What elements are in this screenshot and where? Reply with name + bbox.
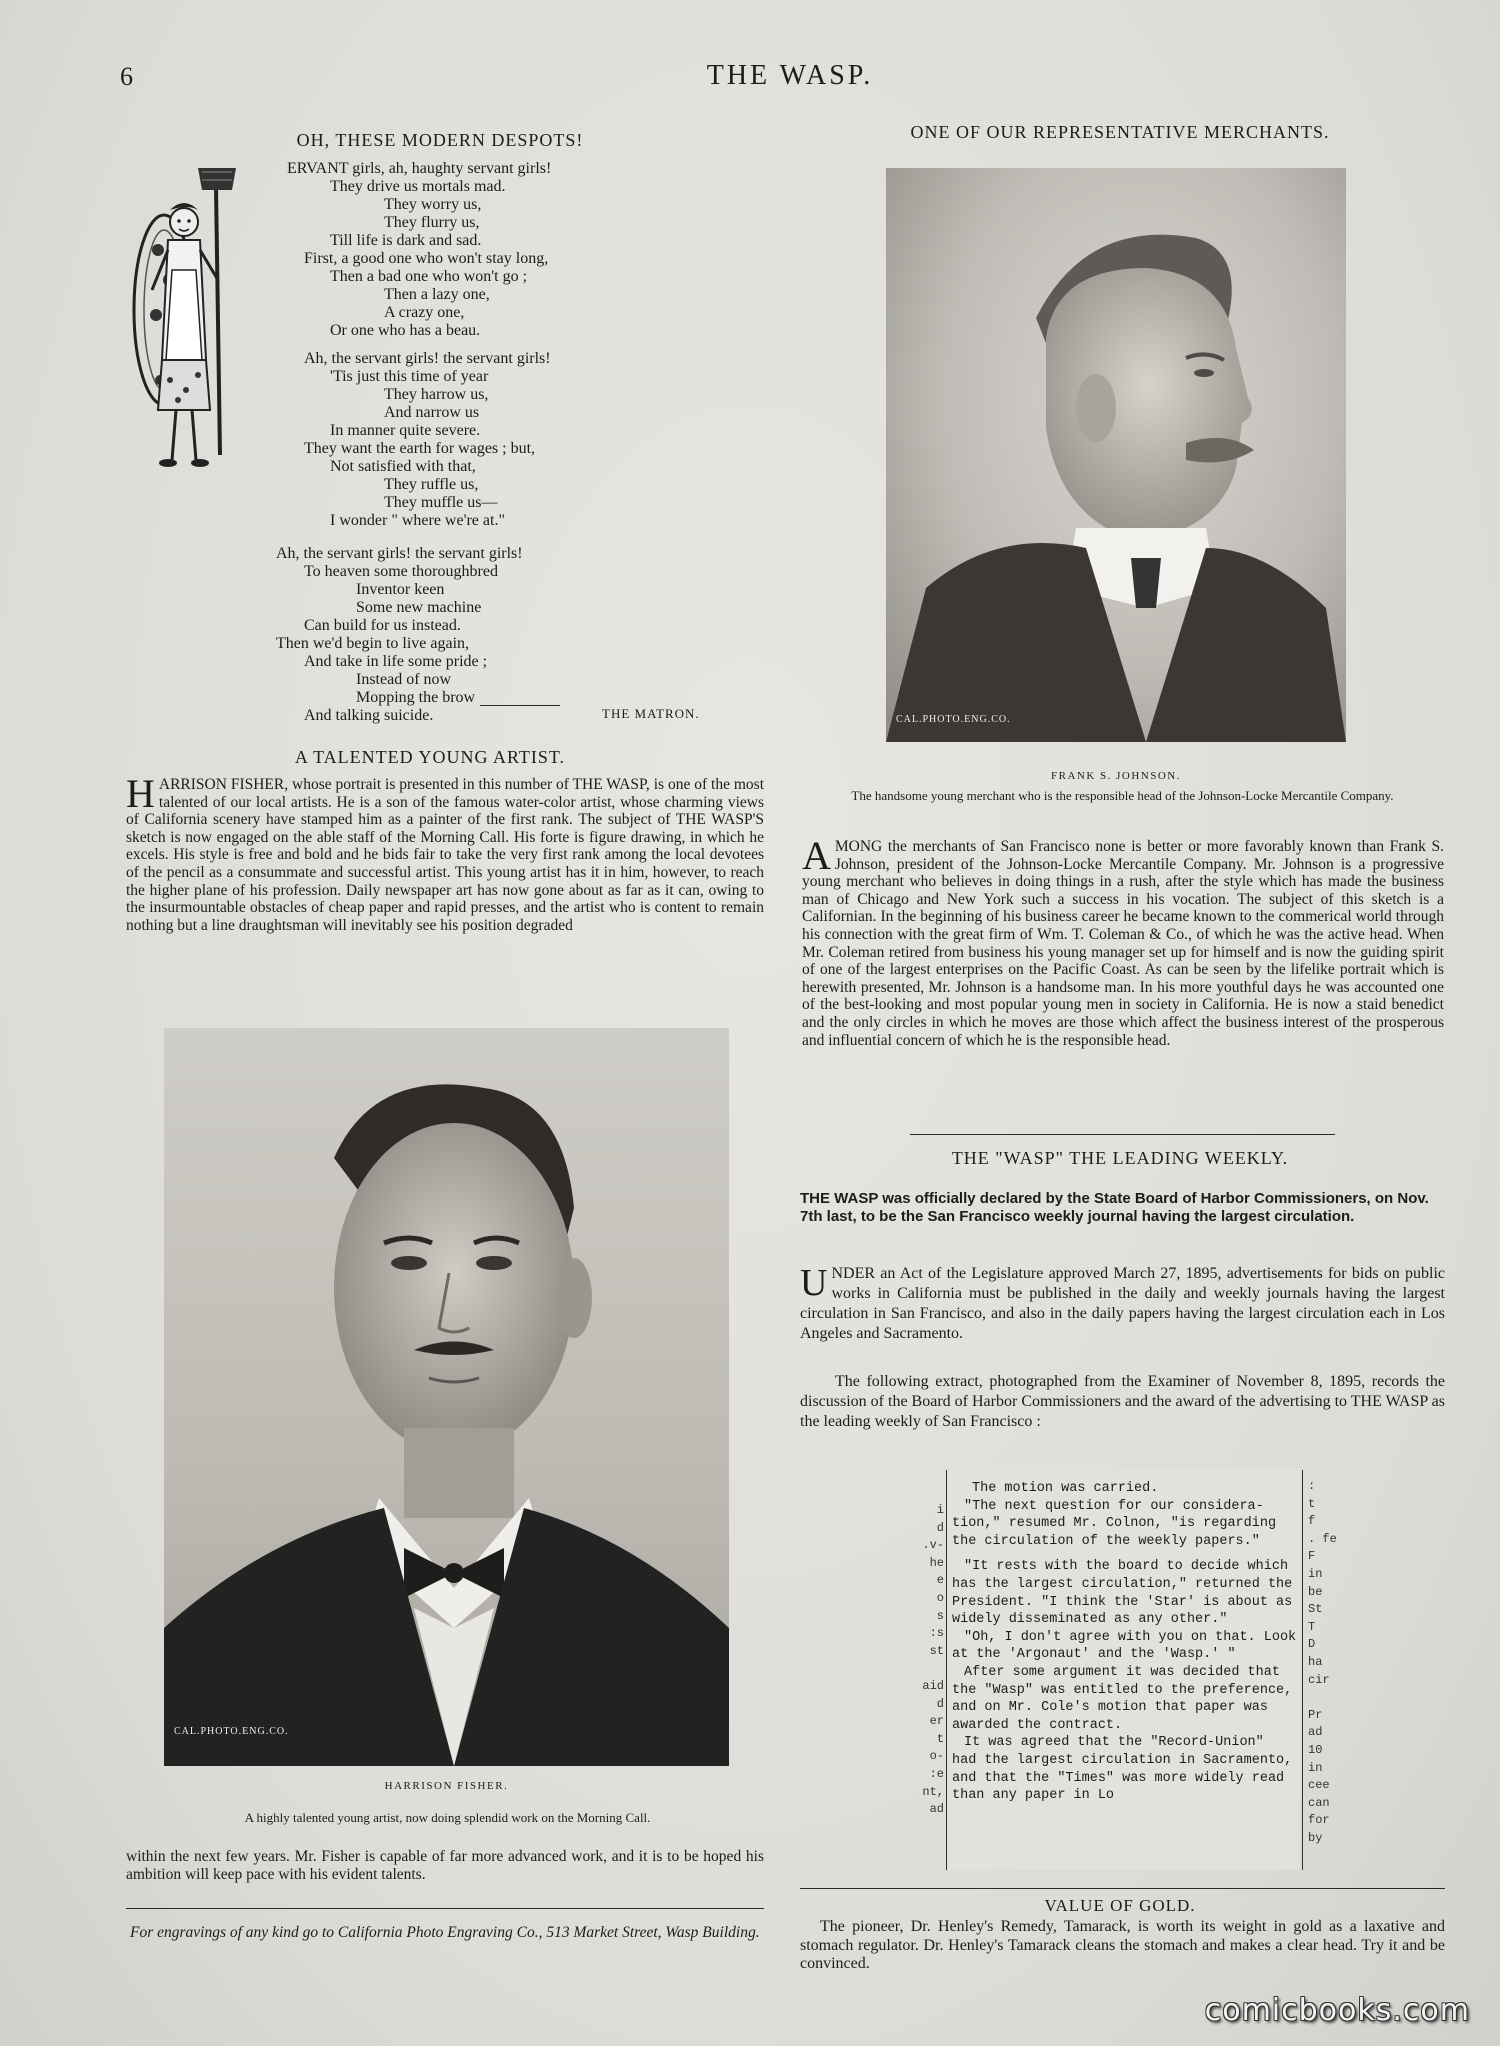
weekly-article-text: NDER an Act of the Legislature approved March 27, 1895, advertisements for bids on public works in California must be published in the daily and weekly journals having the largest circulation in San Francisco, and also in the daily papers having the largest circulation each in Los Angeles and Sacramento. [800,1265,1445,1342]
clipping-left-margin [912,1502,944,1819]
harrison-fisher-portrait [164,1028,729,1766]
clipping-line: than any paper in Lo [952,1788,1115,1804]
portrait-caption-name: FRANK S. JOHNSON. [1050,770,1182,782]
merchant-article-body [802,838,1444,1128]
margin-fragment: Pr [1308,1707,1323,1722]
artist-article-title: A TALENTED YOUNG ARTIST. [294,747,566,767]
merchant-article-text: MONG the merchants of San Francisco none is better or more favorably known than Frank S. Johnson, president of the Johnson-Locke Mercantile Company. Mr. Johnson is a progressive young merchant who believes in doing things in a rush, after the style which has made the business man of Chicago and New York such a success in his vocation. The subject of this sketch is a Californian. In the beginning of his business career he became known to the commerical world through his connection with the great firm of Wm. T. Coleman & Co., of which he was the active head. When Mr. Coleman retired from business his young manager set up for himself and is now the guiding spirit of one of the largest enterprises on the Pacific Coast. As can be seen by the lifelike portrait which is herewith presented, Mr. Johnson is a handsome man. In his more youthful days he was accounted one of the best-looking and most popular young men in society in California. He is now a staid benedict and the only circles in which he moves are those which affect the business interest of the prosperous and influential concern of which he is the responsible head. [802,838,1444,1049]
divider [800,1888,1445,1889]
margin-fragment: be [1308,1584,1323,1599]
margin-fragment: st [929,1643,944,1658]
portrait-figure [164,1028,729,1766]
margin-fragment: s [936,1608,944,1623]
margin-fragment: can [1308,1795,1330,1810]
dropcap: H [126,776,155,816]
photo-credit: CAL.PHOTO.ENG.CO. [896,714,1011,725]
margin-fragment [912,1660,944,1678]
poem-line: A crazy one, [384,304,465,321]
weekly-article-lead: THE WASP was officially declared by the State Board of Harbor Commissioners, on Nov. 7th last, to be the San Francisco weekly journal having the largest circulation. [800,1190,1429,1225]
divider [480,705,560,706]
page-number: 6 [120,62,133,91]
weekly-article-body [800,1264,1445,1344]
margin-fragment: in [1308,1760,1323,1775]
poem-line: And talking suicide. [304,707,434,724]
clipping-line: "It rests with the board to decide which [964,1559,1289,1575]
masthead-title: THE WASP. [706,60,874,91]
poem-line: They drive us mortals mad. [330,178,506,195]
margin-fragment: T [1308,1619,1316,1634]
frank-johnson-portrait [886,168,1346,742]
margin-fragment: D [1308,1637,1316,1652]
poem-line: 'Tis just this time of year [330,368,489,385]
divider [910,1134,1335,1135]
margin-fragment: nt, [922,1784,944,1799]
clipping-line: "Oh, I don't agree with you on that. Look [964,1629,1297,1645]
poem-line: Inventor keen [356,581,445,598]
poem-line: I wonder " where we're at." [330,512,505,529]
dropcap: A [802,838,831,878]
poem-line: Mopping the brow [356,689,476,706]
clipping-line: the circulation of the weekly papers." [952,1533,1260,1549]
clipping-line: It was agreed that the "Record-Union" [964,1735,1264,1751]
poem-line: Then a lazy one, [384,286,490,303]
artist-article-text: ARRISON FISHER, whose portrait is presented in this number of THE WASP, is one of the most talented of our local artists. He is a son of the famous water-color artist, whose charming views of California scenery have stamped him as a painter of the first rank. The subject of THE WASP'S sketch is now engaged on the able staff of the Morning Call. His forte is figure drawing, in which he excels. His style is free and bold and he bids fair to take the very first rank among the local devotees of the pencil as a consummate and successful artist. This young artist has it in him, however, to reach the higher plane of his profession. Daily newspaper art has now gone about as far as it can, owing to the insurmountable obstacles of cheap paper and rapid presses, and the artist who is content to remain nothing but a line draughtsman will inevitably see his position degraded [126,776,764,934]
poem-line: Some new machine [356,599,482,616]
watermark: comicbooks.com [1204,1993,1470,2028]
examiner-clipping [948,1468,1300,1870]
margin-fragment: ad [929,1802,944,1817]
poem-title: OH, THESE MODERN DESPOTS! [296,130,584,150]
merchant-article-title: ONE OF OUR REPRESENTATIVE MERCHANTS. [910,122,1330,142]
margin-fragment: o- [929,1749,944,1764]
poem-line: Then we'd begin to live again, [276,635,470,652]
gold-article-body: The pioneer, Dr. Henley's Remedy, Tamarack, is worth its weight in gold as a laxative and stomach regulator. Dr. Henley's Tamarack cleans the stomach and makes a clear head. Try it and be convinced. [800,1918,1445,1972]
clipping-line: at the 'Argonaut' and the 'Wasp.' " [952,1647,1236,1663]
margin-fragment: o [936,1590,944,1605]
poem-line: Instead of now [356,671,452,688]
clipping-line: The motion was carried. [972,1481,1159,1496]
margin-fragment: t [1308,1496,1316,1511]
margin-fragment: er [929,1714,944,1729]
poem-line: In manner quite severe. [330,422,481,439]
clipping-line: and on Mr. Cole's motion that paper was [952,1700,1268,1716]
clipping-line: awarded the contract. [952,1717,1123,1733]
clipping-line: "The next question for our considera- [964,1498,1264,1514]
poem-line: They flurry us, [384,214,480,231]
margin-fragment: i [936,1503,944,1517]
clipping-line: After some argument it was decided that [964,1664,1280,1680]
poem-line: They muffle us— [384,494,498,511]
poem-line: Ah, the servant girls! the servant girls! [276,545,523,562]
margin-fragment: cee [1308,1778,1330,1793]
photo-credit: CAL.PHOTO.ENG.CO. [174,1726,289,1737]
margin-fragment: : [1308,1479,1316,1493]
margin-fragment: St [1308,1602,1323,1617]
portrait-caption-text: A highly talented young artist, now doing splendid work on the Morning Call. [244,1810,651,1825]
poem-line: Till life is dark and sad. [330,232,482,249]
clipping-line: President. "I think the 'Star' is about as [952,1594,1293,1610]
clipping-right-margin [1308,1478,1348,1847]
artist-article-body [126,776,764,996]
poem-line: And take in life some pride ; [304,653,488,670]
margin-fragment: f [1308,1514,1316,1529]
poem-line: Or one who has a beau. [330,322,481,339]
clipping-line: the "Wasp" was entitled to the preference, [952,1682,1293,1698]
dropcap: U [800,1262,828,1304]
margin-fragment [1308,1689,1348,1707]
margin-fragment: he [929,1555,944,1570]
margin-fragment: by [1308,1830,1323,1845]
clipping-line: had the largest circulation in Sacramento, [952,1752,1293,1768]
gold-article-title: VALUE OF GOLD. [1044,1896,1196,1915]
clipping-column-rule [1302,1470,1303,1870]
poem-line: To heaven some thoroughbred [304,563,498,580]
divider [126,1908,764,1909]
margin-fragment: :s [929,1626,944,1641]
clipping-line: has the largest circulation," returned the [952,1576,1293,1592]
clipping-line: tion," resumed Mr. Colnon, "is regarding [952,1516,1277,1532]
clipping-line: and that the "Times" was more widely read [952,1770,1285,1786]
poem-line: Not satisfied with that, [330,458,476,475]
clipping-column-rule [946,1470,947,1870]
clipping-line: widely disseminated as any other." [952,1612,1228,1628]
poem-line: They want the earth for wages ; but, [304,440,536,457]
margin-fragment: for [1308,1813,1330,1828]
weekly-article-title: THE "WASP" THE LEADING WEEKLY. [951,1148,1289,1168]
margin-fragment: aid [922,1678,944,1693]
poem-line: They harrow us, [384,386,489,403]
margin-fragment: 10 [1308,1742,1323,1757]
margin-fragment: . fe [1308,1531,1337,1546]
poem-line: First, a good one who won't stay long, [304,250,549,267]
margin-fragment: t [936,1731,944,1746]
portrait-caption-name: HARRISON FISHER. [384,1780,509,1792]
margin-fragment: F [1308,1549,1316,1564]
poem-line: And narrow us [384,404,480,421]
margin-fragment: :e [929,1766,944,1781]
margin-fragment: ha [1308,1654,1323,1669]
margin-fragment: cir [1308,1672,1330,1687]
engraving-advertisement: For engravings of any kind go to California Photo Engraving Co., 513 Market Street, Wasp Building. [130,1924,760,1941]
portrait-figure [886,168,1346,742]
poem-line: ERVANT girls, ah, haughty servant girls! [287,160,552,177]
margin-fragment: d [936,1520,944,1535]
portrait-caption-text: The handsome young merchant who is the responsible head of the Johnson-Locke Mercantile Company. [851,788,1394,803]
margin-fragment: e [936,1573,944,1588]
margin-fragment: .v- [922,1538,944,1553]
margin-fragment: d [936,1696,944,1711]
margin-fragment: in [1308,1566,1323,1581]
poem-line: Ah, the servant girls! the servant girls! [304,350,551,367]
poem-line: Then a bad one who won't go ; [330,268,528,285]
weekly-article-extract-intro: The following extract, photographed from the Examiner of November 8, 1895, records the discussion of the Board of Harbor Commissioners and the award of the advertising to THE WASP as the leading weekly of San Francisco : [800,1373,1445,1430]
servant-girl-illustration [128,160,280,485]
artist-article-continuation: within the next few years. Mr. Fisher is capable of far more advanced work, and it is to be hoped his ambition will keep pace with his evident talents. [126,1848,764,1883]
poem-author: THE MATRON. [602,706,700,721]
poem-line: Can build for us instead. [304,617,461,634]
poem-line: They ruffle us, [384,476,479,493]
poem-line: They worry us, [384,196,482,213]
margin-fragment: ad [1308,1725,1323,1740]
